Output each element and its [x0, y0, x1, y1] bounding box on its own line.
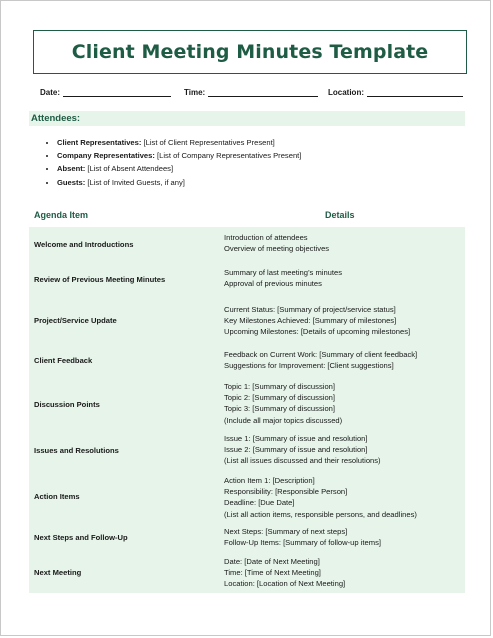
table-header — [29, 208, 465, 224]
date-label: Date: — [40, 88, 61, 97]
meta-row — [1, 88, 493, 102]
list-item — [57, 149, 301, 162]
details-discussion — [224, 381, 342, 426]
agenda-item-issues: Issues and Resolutions — [34, 446, 119, 455]
detail-line: Introduction of attendees — [224, 233, 308, 242]
location-field[interactable] — [328, 88, 463, 97]
time-field[interactable] — [184, 88, 318, 97]
detail-line: Issue 2: [Summary of issue and resolution] — [224, 445, 368, 455]
agenda-item-next-steps: Next Steps and Follow-Up — [34, 533, 128, 542]
detail-line: Current Status: [Summary of project/service status] — [224, 305, 396, 314]
agenda-item-review: Review of Previous Meeting Minutes — [34, 275, 166, 284]
document-title: Client Meeting Minutes Template — [71, 41, 429, 63]
date-blank-line — [63, 88, 171, 97]
details-action-items — [224, 475, 417, 520]
details-project-update — [224, 304, 410, 338]
detail-line: Summary of last meeting’s minutes — [224, 268, 343, 277]
attendee-value: [List of Client Representatives Present] — [141, 138, 275, 147]
detail-line: (List all issues discussed and their resolutions) — [224, 456, 381, 466]
detail-line: Upcoming Milestones: [Details of upcoming milestones] — [224, 327, 411, 337]
detail-line: Topic 1: [Summary of discussion] — [224, 382, 335, 391]
detail-line: Issue 1: [Summary of issue and resolution] — [224, 434, 368, 443]
detail-line: Responsibility: [Responsible Person] — [224, 487, 348, 497]
detail-line: Topic 2: [Summary of discussion] — [224, 393, 335, 403]
attendee-value: [List of Company Representatives Present] — [154, 151, 302, 161]
details-client-feedback — [224, 349, 417, 371]
date-field[interactable] — [40, 88, 171, 97]
details-review — [224, 267, 342, 289]
detail-line: Action Item 1: [Description] — [224, 476, 315, 485]
detail-line: Key Milestones Achieved: [Summary of milestones] — [224, 316, 397, 326]
agenda-item-next-meeting: Next Meeting — [34, 568, 82, 577]
list-item — [57, 176, 301, 189]
location-blank-line — [367, 88, 463, 97]
location-label: Location: — [328, 88, 364, 97]
agenda-item-welcome: Welcome and Introductions — [34, 240, 134, 249]
details-issues — [224, 433, 381, 467]
details-next-steps — [224, 526, 381, 548]
detail-line: Time: [Time of Next Meeting] — [224, 568, 321, 578]
detail-line: Date: [Date of Next Meeting] — [224, 557, 320, 566]
attendees-heading: Attendees: — [31, 113, 81, 124]
list-item — [57, 162, 301, 175]
agenda-item-discussion: Discussion Points — [34, 400, 100, 409]
detail-line: Suggestions for Improvement: [Client suggestions] — [224, 361, 394, 371]
detail-line: Approval of previous minutes — [224, 279, 322, 289]
detail-line: Location: [Location of Next Meeting] — [224, 579, 346, 589]
agenda-item-action-items: Action Items — [34, 492, 80, 501]
detail-line: (Include all major topics discussed) — [224, 415, 343, 425]
detail-line: Next Steps: [Summary of next steps] — [224, 527, 348, 536]
attendee-value: [List of Absent Attendees] — [85, 164, 174, 174]
detail-line: Deadline: [Due Date] — [224, 498, 295, 508]
attendee-label: Absent: — [57, 164, 86, 174]
attendee-label: Company Representatives: — [57, 151, 155, 161]
attendee-label: Guests: — [57, 177, 86, 187]
agenda-item-header: Agenda Item — [34, 210, 89, 220]
time-blank-line — [208, 88, 318, 97]
details-header: Details — [325, 210, 355, 220]
time-label: Time: — [184, 88, 206, 97]
attendees-list — [31, 136, 301, 189]
details-welcome — [224, 232, 329, 254]
attendee-label: Client Representatives: — [57, 138, 142, 147]
attendees-heading-band — [29, 111, 465, 126]
detail-line: Follow-Up Items: [Summary of follow-up items] — [224, 538, 381, 548]
title-box — [33, 30, 467, 74]
detail-line: Feedback on Current Work: [Summary of client feedback] — [224, 350, 418, 359]
agenda-item-project-update: Project/Service Update — [34, 316, 117, 325]
attendee-value: [List of Invited Guests, if any] — [85, 177, 185, 187]
details-next-meeting — [224, 556, 345, 590]
list-item — [57, 136, 301, 149]
detail-line: (List all action items, responsible persons, and deadlines) — [224, 509, 417, 519]
detail-line: Overview of meeting objectives — [224, 244, 330, 254]
detail-line: Topic 3: [Summary of discussion] — [224, 404, 335, 414]
agenda-item-client-feedback: Client Feedback — [34, 356, 93, 365]
